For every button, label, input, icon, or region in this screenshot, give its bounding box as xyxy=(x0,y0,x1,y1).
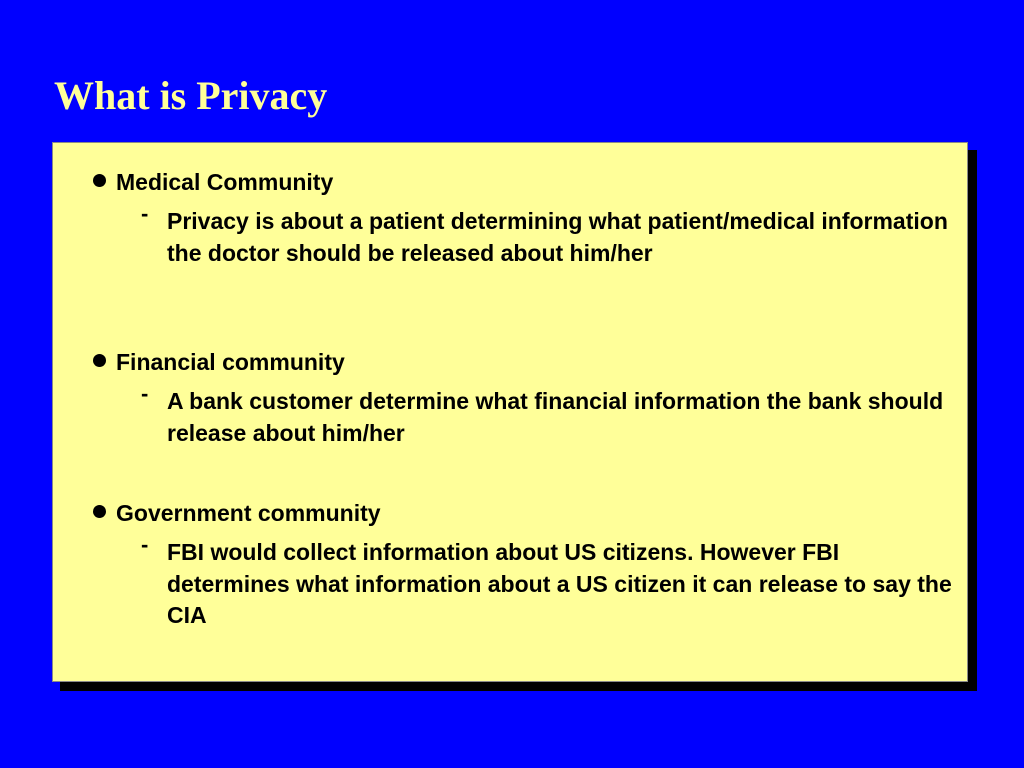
bullet-row xyxy=(93,499,381,527)
bullet-dot-icon xyxy=(93,354,106,367)
bullet-label-medical: Medical Community xyxy=(116,169,334,195)
slide-title: What is Privacy xyxy=(54,73,328,118)
bullet-row xyxy=(93,168,333,196)
dash-icon: - xyxy=(141,381,149,406)
bullet-label-government: Government community xyxy=(116,500,381,526)
bullet-dot-icon xyxy=(93,174,106,187)
bullet-dot-icon xyxy=(93,505,106,518)
sub-text-government: FBI would collect information about US citizens. However FBI determines what information about a US citizen it can release to say the CIA xyxy=(167,539,952,628)
dash-icon: - xyxy=(141,532,149,557)
sub-text-medical: Privacy is about a patient determining what patient/medical information the doctor should be released about him/her xyxy=(167,208,948,266)
bullet-row xyxy=(93,348,345,376)
content-box xyxy=(52,142,968,682)
bullet-label-financial: Financial community xyxy=(116,349,345,375)
sub-text-financial: A bank customer determine what financial information the bank should release about him/her xyxy=(167,388,944,446)
dash-icon: - xyxy=(141,201,149,226)
